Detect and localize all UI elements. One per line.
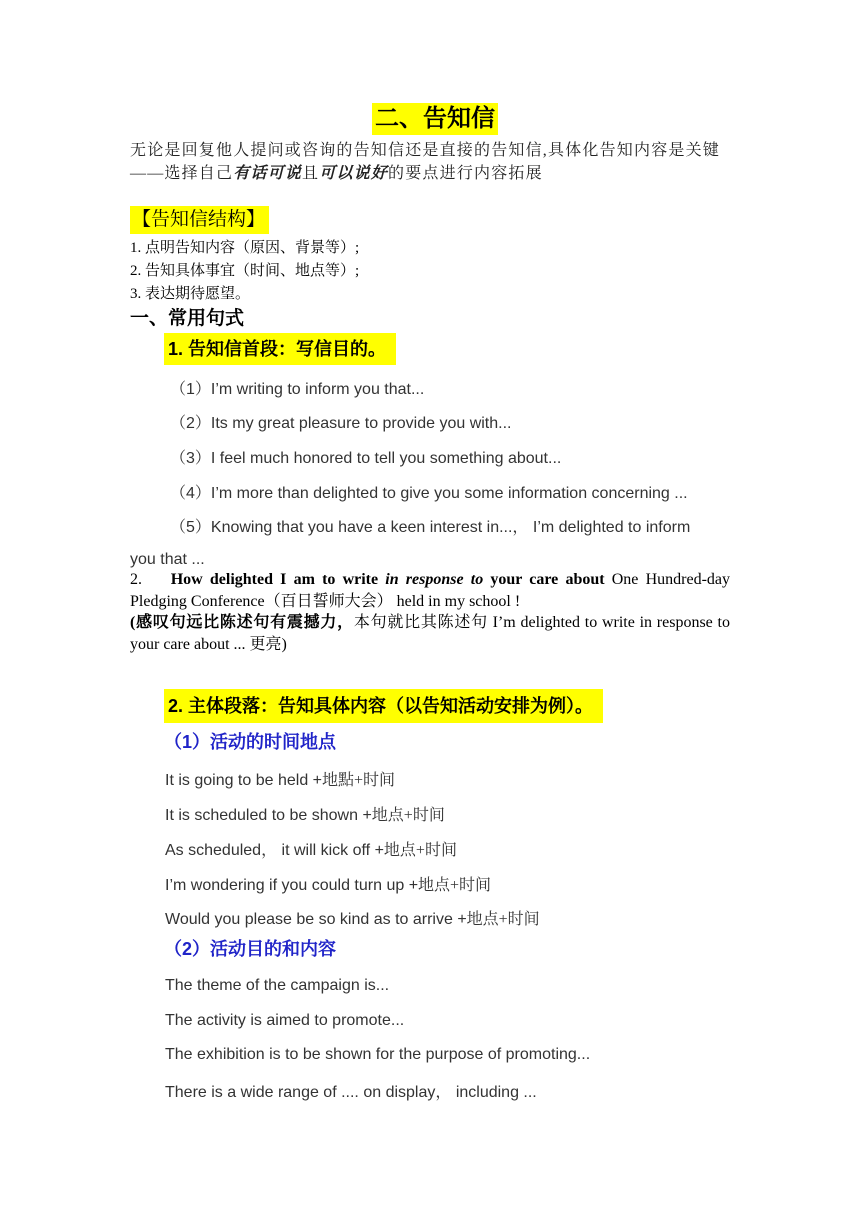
sentence-pattern: （1）I’m writing to inform you that... bbox=[170, 381, 425, 398]
example-note bbox=[130, 612, 730, 656]
note-bold: (感叹句远比陈述句有震撼力， bbox=[130, 614, 354, 631]
sentence-pattern: The exhibition is to be shown for the purpose of promoting... bbox=[165, 1046, 591, 1063]
example-bold: How delighted I am to write bbox=[170, 571, 386, 588]
sentence-pattern-wrap: you that ... bbox=[130, 551, 205, 568]
sentence-pattern bbox=[165, 767, 395, 790]
example-bold-italic: in response to bbox=[385, 571, 484, 588]
structure-item: 2. 告知具体事宜（时间、地点等）; bbox=[130, 263, 360, 279]
sentence-pattern: The activity is aimed to promote... bbox=[165, 1012, 405, 1029]
section1-heading: 1. 告知信首段：写信目的。 bbox=[164, 333, 396, 365]
pattern-en: Would you please be so kind as to arrive + bbox=[165, 911, 467, 928]
section-heading-common-patterns: 一、常用句式 bbox=[130, 308, 245, 329]
sentence-pattern: （4）I’m more than delighted to give you some information concerning ... bbox=[170, 485, 688, 502]
sentence-pattern: （3）I feel much honored to tell you something about... bbox=[170, 450, 562, 467]
pattern-en: I’m wondering if you could turn up + bbox=[165, 877, 419, 894]
sentence-pattern bbox=[165, 802, 445, 825]
sentence-pattern bbox=[165, 837, 457, 860]
sentence-pattern: （2）Its my great pleasure to provide you with... bbox=[170, 415, 512, 432]
pattern-en: It is scheduled to be shown + bbox=[165, 807, 372, 824]
pattern-zh: 地点+时间 bbox=[418, 877, 492, 894]
structure-item: 3. 表达期待愿望。 bbox=[130, 286, 251, 302]
structure-heading: 【告知信结构】 bbox=[130, 206, 269, 234]
sentence-pattern: The theme of the campaign is... bbox=[165, 977, 390, 994]
page-title: 二、告知信 bbox=[372, 103, 498, 135]
sub-heading-purpose-content: （2）活动目的和内容 bbox=[164, 939, 337, 959]
structure-item: 1. 点明告知内容（原因、背景等）; bbox=[130, 240, 360, 256]
sub-heading-time-place: （1）活动的时间地点 bbox=[164, 732, 337, 752]
intro-text: ——选择自己 bbox=[130, 165, 234, 182]
example-text: One Hundred-day Pledging Conference（百日誓师大会） held in my school ! bbox=[130, 571, 730, 610]
section2-heading: 2. 主体段落：告知具体内容（以告知活动安排为例）。 bbox=[164, 689, 603, 723]
pattern-zh: 地点+时间 bbox=[371, 807, 445, 824]
sentence-pattern: There is a wide range of .... on display， including ... bbox=[165, 1084, 537, 1101]
intro-line-1: 无论是回复他人提问或咨询的告知信还是直接的告知信,具体化告知内容是关键 bbox=[130, 142, 721, 159]
intro-text: 且 bbox=[302, 165, 320, 182]
intro-emphasis-1: 有话可说 bbox=[233, 165, 303, 182]
note-text: 本句就比其陈述句 I’m delighted to write in response to your care about ... 更亮) bbox=[130, 614, 730, 653]
pattern-en: It is going to be held + bbox=[165, 772, 322, 789]
pattern-zh: 地點+时间 bbox=[322, 772, 396, 789]
example-paragraph bbox=[130, 569, 730, 613]
pattern-zh: 地点+时间 bbox=[466, 911, 540, 928]
intro-line-2 bbox=[130, 160, 543, 183]
sentence-pattern bbox=[165, 906, 540, 929]
pattern-zh: 地点+时间 bbox=[383, 842, 457, 859]
sentence-pattern bbox=[165, 872, 491, 895]
pattern-en: As scheduled， it will kick off + bbox=[165, 842, 384, 859]
sentence-pattern: （5）Knowing that you have a keen interest in...， I’m delighted to inform bbox=[170, 519, 691, 536]
intro-text: 的要点进行内容拓展 bbox=[388, 165, 543, 182]
example-bold: your care about bbox=[483, 571, 605, 588]
intro-emphasis-2: 可以说好 bbox=[319, 165, 389, 182]
example-number: 2. bbox=[130, 571, 142, 588]
